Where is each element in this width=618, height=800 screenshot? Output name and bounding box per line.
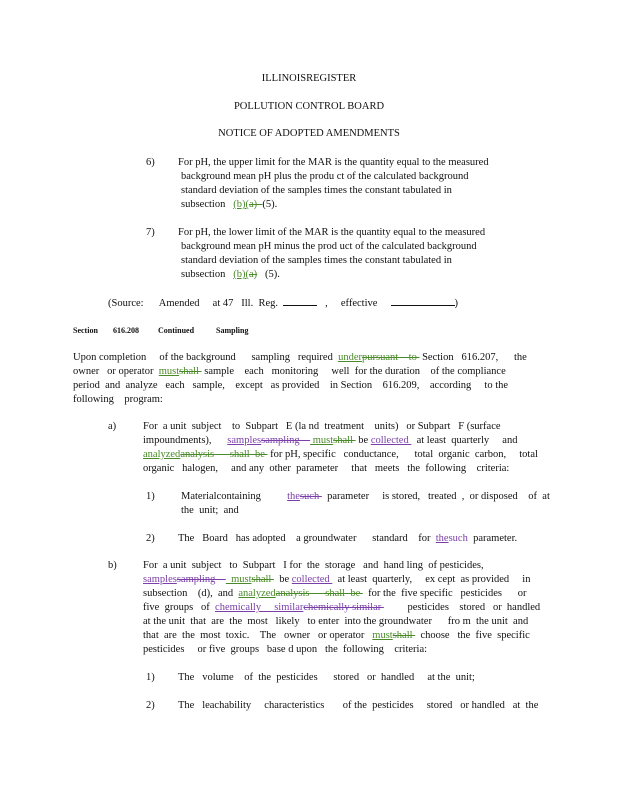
item-line: standard deviation of the samples times the constant tabulated in xyxy=(181,185,452,196)
text: at least quarterly and xyxy=(411,435,518,446)
item-line: For pH, the lower limit of the MAR is the quantity equal to the measured xyxy=(178,227,486,238)
inserted-text: (b)( xyxy=(233,199,249,210)
subitem-number: 1) xyxy=(146,491,155,502)
deleted-text: shall xyxy=(179,366,202,377)
deleted-text: shall xyxy=(392,630,416,641)
text: pesticides stored or handled xyxy=(383,602,541,613)
inserted-text: (b)( xyxy=(233,269,249,280)
text: ) xyxy=(454,298,459,309)
text: The Board has adopted a groundwater standard for xyxy=(178,533,436,544)
item-line xyxy=(143,573,530,587)
inserted-text: must xyxy=(310,435,334,446)
text: Materialcontaining xyxy=(181,491,288,502)
section-continued: Continued xyxy=(158,326,195,335)
register-title: ILLINOISREGISTER xyxy=(261,73,357,84)
deleted-text: chemically similar xyxy=(303,602,384,613)
inserted-text: under xyxy=(338,352,362,363)
item-line xyxy=(181,268,280,282)
effective-blank xyxy=(391,295,455,306)
inserted-text: analyzed xyxy=(143,449,181,460)
text: be xyxy=(273,574,292,585)
text: subsection xyxy=(181,269,234,280)
deleted-text: analysis shall be xyxy=(275,588,363,599)
section-label: Section xyxy=(73,326,98,335)
item-line: For pH, the upper limit for the MAR is the quantity equal to the measured xyxy=(178,157,489,168)
deleted-text: shall xyxy=(251,574,274,585)
item-line: organic halogen, and any other parameter that meets the following criteria: xyxy=(143,463,510,474)
subitem-line: The volume of the pesticides stored or handled at the unit; xyxy=(178,672,475,683)
item-line: at the unit that are the most likely to enter into the groundwater fro m the unit and xyxy=(143,616,529,627)
text: impoundments), xyxy=(143,435,228,446)
inserted-text: collected xyxy=(291,574,333,585)
item-line: For a unit subject to Subpart E (la nd treatment units) or Subpart F (surface xyxy=(143,421,501,432)
subitem-line: The leachability characteristics of the pesticides stored or handled at the xyxy=(178,700,539,711)
para-line: following program: xyxy=(73,394,163,405)
text: (5). xyxy=(262,199,278,210)
text: Section 616.207, the xyxy=(419,352,527,363)
subitem-line xyxy=(181,490,550,504)
item-number: a) xyxy=(108,421,117,432)
inserted-text: must xyxy=(225,574,252,585)
deleted-text: a) xyxy=(248,269,258,280)
item-number: 6) xyxy=(146,157,155,168)
item-line xyxy=(143,434,517,448)
inserted-text: must xyxy=(158,366,180,377)
para-line xyxy=(73,365,506,379)
text: that are the most toxic. The owner or operator xyxy=(143,630,373,641)
deleted-text: such xyxy=(299,491,322,502)
subitem-number: 2) xyxy=(146,700,155,711)
reg-blank xyxy=(283,295,317,306)
board-title: POLLUTION CONTROL BOARD xyxy=(233,101,385,112)
subitem-number: 1) xyxy=(146,672,155,683)
deleted-text: shall xyxy=(333,435,356,446)
deleted-text: sampling xyxy=(176,574,226,585)
source-note xyxy=(108,295,458,311)
inserted-text: the xyxy=(435,533,449,544)
text: sample each monitoring well for the duration of the compliance xyxy=(201,366,506,377)
text: parameter. xyxy=(467,533,518,544)
inserted-text: samples xyxy=(227,435,262,446)
text: for pH, specific conductance, total organic carbon, total xyxy=(267,449,538,460)
inserted-text: samples xyxy=(143,574,177,585)
notice-title: NOTICE OF ADOPTED AMENDMENTS xyxy=(218,128,400,139)
item-number: b) xyxy=(108,560,117,571)
inserted-text: collected xyxy=(370,435,412,446)
inserted-text: analyzed xyxy=(238,588,276,599)
item-line: background mean pH plus the produ ct of the calculated background xyxy=(181,171,469,182)
para-line: period and analyze each sample, except as provided in Section 616.209, according to the xyxy=(73,380,509,391)
inserted-text: chemically similar xyxy=(215,602,304,613)
text: (5). xyxy=(257,269,280,280)
text: at least quarterly, ex cept as provided in xyxy=(332,574,531,585)
section-title: Sampling xyxy=(216,326,249,335)
item-line xyxy=(143,601,540,615)
deleted-text: pursuant to xyxy=(362,352,420,363)
subitem-number: 2) xyxy=(146,533,155,544)
text: five groups of xyxy=(143,602,216,613)
subitem-line xyxy=(178,532,517,546)
text: choose the five specific xyxy=(415,630,530,641)
deleted-text: a) xyxy=(248,199,263,210)
text: (Source: Amended at 47 Ill. Reg. xyxy=(108,298,284,309)
section-number: 616.208 xyxy=(113,326,139,335)
deleted-text: such xyxy=(448,533,468,544)
text: subsection xyxy=(181,199,234,210)
item-number: 7) xyxy=(146,227,155,238)
text: , effective xyxy=(317,298,391,309)
item-line: standard deviation of the samples times the constant tabulated in xyxy=(181,255,452,266)
inserted-text: must xyxy=(372,630,393,641)
deleted-text: analysis shall be xyxy=(180,449,268,460)
para-line xyxy=(73,351,527,365)
item-line xyxy=(143,587,526,601)
text: for the five specific pesticides or xyxy=(362,588,527,599)
text: subsection (d), and xyxy=(143,588,239,599)
inserted-text: the xyxy=(287,491,300,502)
item-line: background mean pH minus the prod uct of the calculated background xyxy=(181,241,477,252)
item-line xyxy=(143,448,538,462)
item-line xyxy=(181,198,277,212)
subitem-line: the unit; and xyxy=(181,505,239,516)
deleted-text: sampling xyxy=(261,435,311,446)
text: Upon completion of the background sampling required xyxy=(73,352,339,363)
item-line xyxy=(143,629,530,643)
item-line: pesticides or five groups base d upon the following criteria: xyxy=(143,644,428,655)
text: parameter is stored, treated , or disposed of at xyxy=(321,491,550,502)
text: be xyxy=(355,435,371,446)
item-line: For a unit subject to Subpart I for the storage and hand ling of pesticides, xyxy=(143,560,484,571)
text: owner or operator xyxy=(73,366,159,377)
